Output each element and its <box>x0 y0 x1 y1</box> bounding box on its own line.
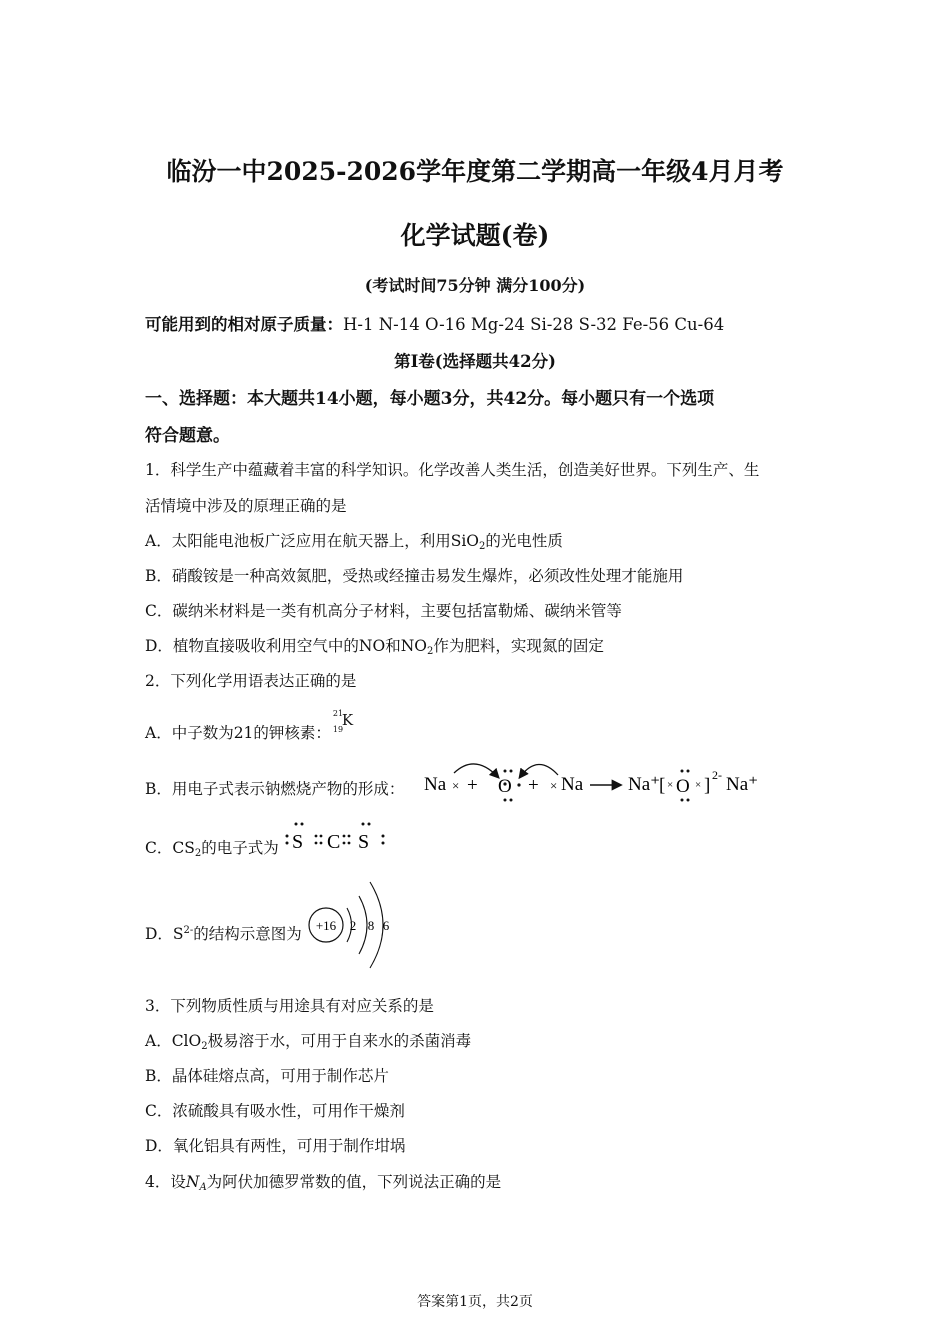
q1-option-d <box>145 634 604 657</box>
q2-stem: 2．下列化学用语表达正确的是 <box>145 672 357 690</box>
o-dot <box>510 799 513 802</box>
q2-d-pre: D．S <box>145 925 184 943</box>
na-ion-right: Na⁺ <box>726 774 759 795</box>
o-dot <box>517 783 520 786</box>
q2-c-post: 的电子式为 <box>201 839 279 857</box>
q1-d-sub: 2 <box>426 646 434 657</box>
section1-line-2: 符合题意。 <box>145 426 230 446</box>
shell-electrons-2: 8 <box>367 918 375 933</box>
oxygen-atom: O <box>498 776 512 797</box>
o-dot <box>504 770 507 773</box>
nuclide-symbol: K <box>341 711 354 729</box>
q3-option-b: B．晶体硅熔点高，可用于制作芯片 <box>145 1067 389 1085</box>
na-right: Na <box>561 774 584 795</box>
q1-a-formula: SiO <box>450 532 479 550</box>
sulfide-ion-structure-diagram <box>306 878 402 970</box>
atomic-masses-values: H-1 N-14 O-16 Mg-24 Si-28 S-32 Fe-56 Cu-64 <box>343 315 725 334</box>
q2-option-d <box>145 922 302 944</box>
na-left: Na <box>424 774 447 795</box>
na-ion-left: Na⁺ <box>628 774 661 795</box>
q2-option-b-text: B．用电子式表示钠燃烧产物的形成： <box>145 780 405 798</box>
electron-cross: × <box>695 779 702 791</box>
nuclide-atomic-number: 19 <box>332 725 344 734</box>
q1-option-c: C．碳纳米材料是一类有机高分子材料，主要包括富勒烯、碳纳米管等 <box>145 602 622 620</box>
part1-title: 第Ⅰ卷(选择题共42分) <box>394 352 556 371</box>
title-line-1: 临汾一中2025-2026学年度第二学期高一年级4月月考 <box>166 157 784 186</box>
q1-option-b: B．硝酸铵是一种高效氮肥，受热或经撞击易发生爆炸，必须改性处理才能施用 <box>145 567 684 585</box>
q4-stem <box>145 1170 501 1193</box>
section1-line-1: 一、选择题：本大题共14小题，每小题3分，共42分。每小题只有一个选项 <box>145 389 715 409</box>
atomic-masses-label: 可能用到的相对原子质量： <box>145 315 343 334</box>
q4-post: 为阿伏加德罗常数的值，下列说法正确的是 <box>206 1173 502 1191</box>
q3-a-post: 极易溶于水，可用于自来水的杀菌消毒 <box>207 1032 472 1050</box>
potassium-nuclide <box>331 709 357 743</box>
q3-option-c: C．浓硫酸具有吸水性，可用作干燥剂 <box>145 1102 405 1120</box>
q1-a-sub: 2 <box>479 541 486 552</box>
oxide-oxygen: O <box>676 776 690 797</box>
o-dot <box>510 770 513 773</box>
shell-electrons-3: 6 <box>382 918 390 933</box>
nucleus-charge: +16 <box>315 918 337 933</box>
page-footer: 答案第1页，共2页 <box>417 1294 533 1310</box>
q2-a-text: A．中子数为21的钾核素： <box>145 724 331 742</box>
atomic-masses <box>145 311 724 335</box>
q3-option-d: D．氧化铝具有两性，可用于制作坩埚 <box>145 1137 406 1155</box>
bracket-right: ] <box>704 775 711 796</box>
na-left-electron: × <box>452 778 460 793</box>
o-dot <box>504 799 507 802</box>
q1-d-post: 作为肥料，实现氮的固定 <box>433 637 604 655</box>
plus-2: + <box>528 775 539 796</box>
q1-a-pre: A．太阳能电池板广泛应用在航天器上，利用 <box>145 532 451 550</box>
plus-1: + <box>467 775 478 796</box>
q1-a-post: 的光电性质 <box>485 532 563 550</box>
cs2-electron-formula <box>282 818 392 858</box>
exam-info: (考试时间75分钟 满分100分) <box>364 276 586 295</box>
q2-c-pre: C．CS <box>145 839 195 857</box>
q3-a-pre: A．ClO <box>145 1032 202 1050</box>
q3-a-sub: 2 <box>201 1041 208 1052</box>
q4-pre: 4．设 <box>145 1173 186 1191</box>
q1-d-pre: D．植物直接吸收利用空气中的NO和NO <box>145 637 427 655</box>
nuclide-mass-number: 21 <box>332 709 344 718</box>
sulfur-left: S <box>292 831 304 853</box>
q3-option-a <box>145 1029 471 1052</box>
q1-option-a <box>145 529 563 552</box>
title-line-2: 化学试题(卷) <box>400 221 550 250</box>
q2-option-a <box>145 709 357 743</box>
q2-d-post: 的结构示意图为 <box>193 925 302 943</box>
sodium-oxide-formation-diagram <box>420 755 765 805</box>
oxide-charge: 2- <box>712 768 722 782</box>
q1-stem-line-2: 活情境中涉及的原理正确的是 <box>145 497 347 515</box>
q4-na-sub: A <box>199 1182 207 1193</box>
q2-c-sub: 2 <box>194 848 202 859</box>
bracket-left: [ <box>659 775 666 796</box>
shell-arc-2 <box>359 896 367 954</box>
q3-stem: 3．下列物质性质与用途具有对应关系的是 <box>145 997 434 1015</box>
electron-cross: × <box>667 779 674 791</box>
na-right-electron: × <box>550 778 558 793</box>
q2-d-sup: 2- <box>183 925 194 936</box>
q2-option-c <box>145 836 279 859</box>
carbon: C <box>327 831 341 853</box>
shell-electrons-1: 2 <box>349 918 357 933</box>
q4-na: N <box>185 1173 200 1191</box>
q1-stem-line-1: 1．科学生产中蕴藏着丰富的科学知识。化学改善人类生活，创造美好世界。下列生产、生 <box>145 461 760 479</box>
sulfur-right: S <box>358 831 370 853</box>
electron-transfer-arrow-right <box>520 764 558 777</box>
